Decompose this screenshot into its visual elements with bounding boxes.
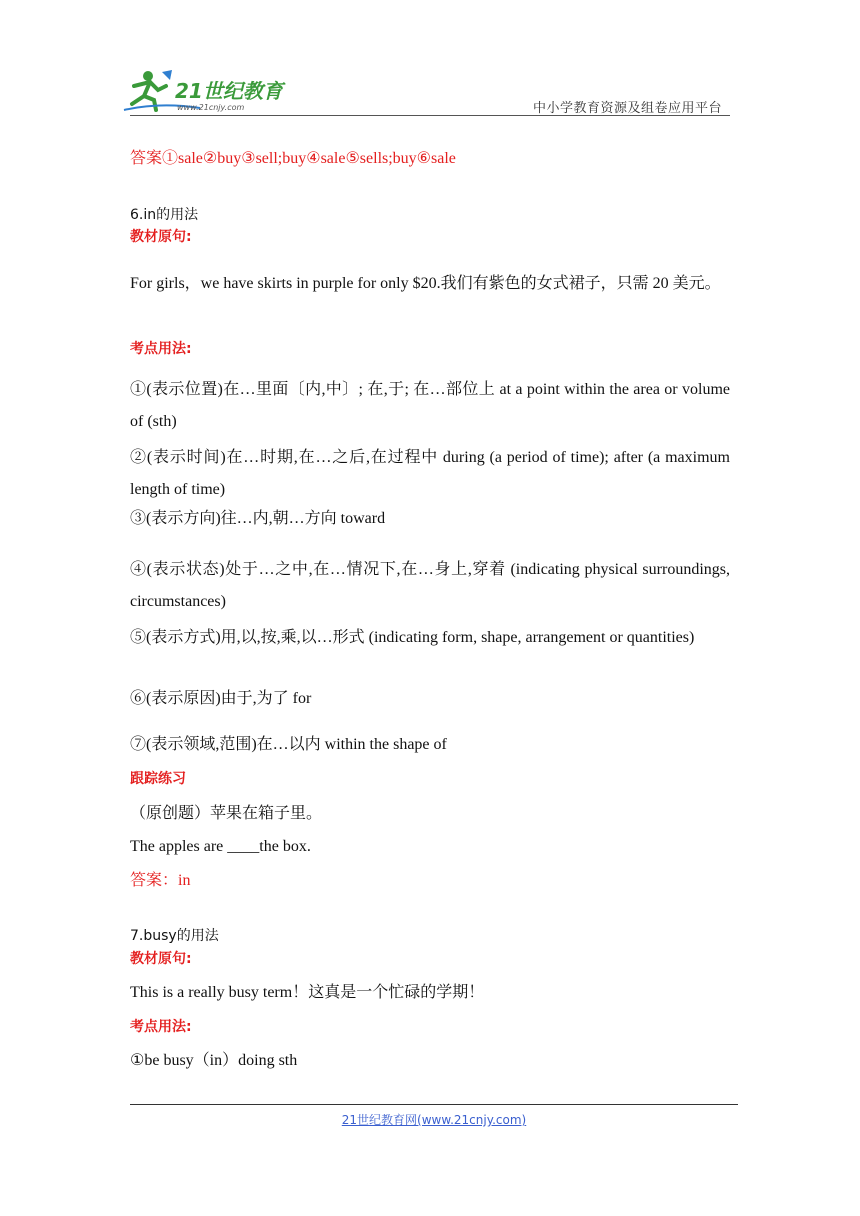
section-6-original-sentence: For girls，we have skirts in purple for only $20.我们有紫色的女式裙子，只需 20 美元。 — [130, 275, 721, 292]
section-6-usage-label: 考点用法: — [130, 341, 192, 357]
footer-link[interactable]: 21世纪教育网(www.21cnjy.com) — [341, 1113, 527, 1127]
section-6-practice-label: 跟踪练习 — [130, 771, 186, 787]
practice-question-cn: （原创题）苹果在箱子里。 — [130, 803, 323, 822]
section-7-original-label: 教材原句: — [130, 951, 192, 967]
usage-item-6: ⑥(表示原因)由于,为了 for — [130, 690, 312, 707]
practice-answer: 答案：in — [130, 872, 191, 889]
logo-21cnjy — [120, 66, 295, 114]
section-7-usage-item-1: ①be busy（in）doing sth — [130, 1052, 298, 1069]
section-6-original-label: 教材原句: — [130, 229, 192, 245]
header-divider — [130, 115, 730, 116]
usage-item-7: ⑦(表示领域,范围)在…以内 within the shape of — [130, 736, 447, 753]
section-7-original-sentence: This is a really busy term！这真是一个忙碌的学期！ — [130, 984, 485, 1001]
usage-item-5: ⑤(表示方式)用,以,按,乘,以…形式 (indicating form, shape, arrangement or quantities) — [130, 629, 695, 646]
answer-top: 答案①sale②buy③sell;buy④sale⑤sells;buy⑥sale — [130, 150, 456, 167]
usage-item-1: ①(表示位置)在…里面〔内,中〕; 在,于; 在…部位上 at a point within the area or volume of (sth) — [130, 381, 730, 430]
logo-url: www.21cnjy.com — [177, 103, 245, 112]
logo-text: 21世纪教育 — [175, 79, 283, 103]
section-7-title: 7.busy的用法 — [130, 928, 219, 944]
footer-divider — [130, 1104, 738, 1105]
section-7-usage-label: 考点用法: — [130, 1019, 192, 1035]
usage-item-3: ③(表示方向)往…内,朝…方向 toward — [130, 510, 386, 527]
section-6-title: 6.in的用法 — [130, 207, 199, 223]
usage-item-2: ②(表示时间)在…时期,在…之后,在过程中 during (a period of time); after (a maximum length of time) — [130, 449, 730, 498]
practice-question-en: The apples are ____the box. — [130, 838, 311, 855]
usage-item-4: ④(表示状态)处于…之中,在…情况下,在…身上,穿着 (indicating physical surroundings, circumstances) — [130, 561, 730, 610]
page-header — [120, 66, 730, 116]
platform-title: 中小学教育资源及组卷应用平台 — [532, 101, 722, 116]
